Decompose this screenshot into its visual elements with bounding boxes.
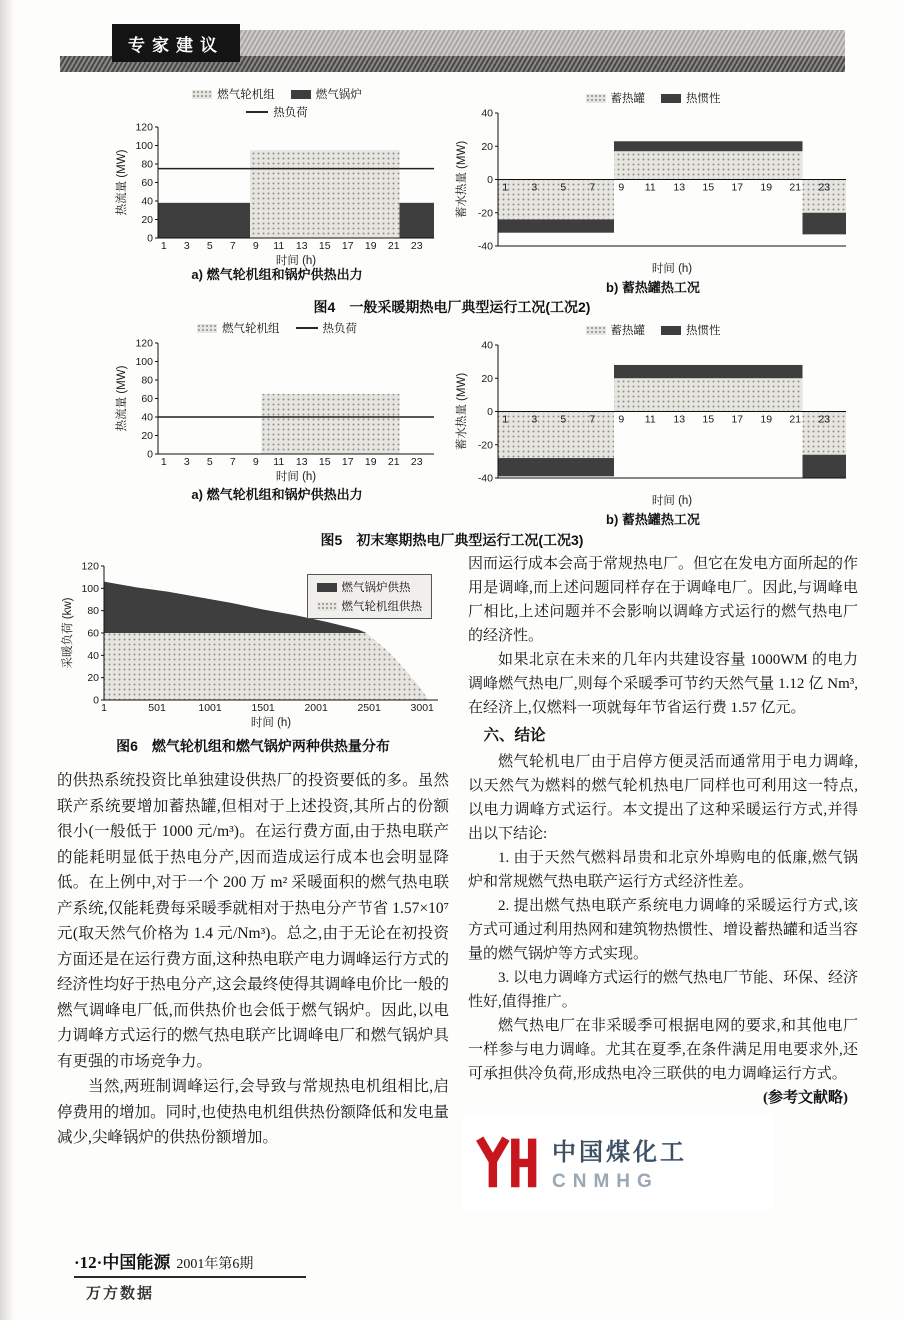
svg-text:40: 40: [481, 108, 493, 120]
journal-issue: 2001年第6期: [176, 1257, 254, 1272]
svg-text:5: 5: [560, 413, 567, 426]
svg-text:时间 (h): 时间 (h): [651, 495, 693, 507]
footer-rule: [74, 1276, 306, 1278]
paragraph: 因而运行成本会高于常规热电厂。但它在发电方面所起的作用是调峰,而上述问题同样存在于调峰电厂。因此,与调峰电厂相比,上述问题并不会影响以调峰方式运行的燃气热电厂的经济性。: [468, 556, 859, 644]
legend-item: [291, 86, 362, 102]
chart-legend: [452, 322, 854, 338]
figure-5a-subcaption: a) 燃气轮机组和锅炉供热出力: [191, 487, 363, 502]
svg-text:1: 1: [160, 240, 167, 252]
svg-text:3: 3: [531, 181, 538, 194]
svg-text:3001: 3001: [410, 702, 434, 714]
left-column-text: [57, 768, 449, 1151]
svg-text:7: 7: [589, 181, 596, 194]
legend-label: 热惯性: [686, 325, 721, 337]
legend-label: 热负荷: [273, 107, 308, 119]
figure-6-caption: 图6 燃气轮机组和燃气锅炉两种供热量分布: [116, 738, 390, 754]
figure-5-caption: 图5 初末寒期热电厂典型运行工况(工况3): [320, 532, 584, 548]
svg-text:23: 23: [410, 456, 423, 468]
svg-text:501: 501: [148, 702, 166, 714]
svg-text:20: 20: [481, 140, 493, 153]
legend-label: 蓄热罐: [610, 93, 645, 105]
dark-swatch: [661, 326, 681, 335]
svg-text:7: 7: [589, 413, 596, 426]
chart-legend: [112, 86, 442, 120]
dark-swatch: [291, 90, 311, 99]
legend-label: 燃气轮机组: [222, 323, 280, 335]
svg-text:9: 9: [252, 456, 259, 468]
watermark-text: [552, 1132, 687, 1193]
svg-text:3: 3: [531, 413, 538, 426]
dots-swatch: [317, 602, 337, 611]
svg-text:40: 40: [481, 340, 493, 352]
chart-legend: [112, 320, 442, 336]
svg-text:时间 (h): 时间 (h): [250, 717, 292, 729]
dark-swatch: [317, 583, 337, 592]
svg-text:60: 60: [87, 627, 99, 640]
page-number: ·12·: [74, 1253, 103, 1272]
dots-swatch: [586, 94, 606, 103]
svg-text:-40: -40: [477, 240, 493, 253]
svg-text:21: 21: [387, 456, 400, 468]
svg-text:7: 7: [229, 456, 236, 468]
svg-text:时间 (h): 时间 (h): [275, 255, 317, 267]
legend-label: 热负荷: [322, 323, 357, 335]
dots-swatch: [192, 90, 212, 99]
figure-5b-chart: [452, 322, 854, 508]
svg-text:1: 1: [502, 413, 509, 426]
svg-text:5: 5: [206, 240, 213, 252]
paragraph: 的供热系统投资比单独建设供热厂的投资要低的多。虽然联产系统要增加蓄热罐,但相对于上述投资,其所占的份额很小(一般低于 1000 元/m³)。在运行费方面,由于热电联产的能耗明显低于热电分产,因而造成运行成本也会明显降低。在上例中,对于一个 200 万 m² 采暖面积的燃气热电联产系统,仅能耗费每采暖季就相对于热电分产节省 1.57×10⁷ 元(取天然气价格为 1.4 元/Nm³)。总之,由于无论在初投资方面还是在运行费方面,这种热电联产电力调峰运行方式的经济性均好于热电分产,这会最终使得其调峰电价比一般的燃气调峰电厂低,而供热价也会低于燃气锅炉。因此,以电力调峰方式运行的燃气热电联产比调峰电厂和燃气锅炉具有更强的市场竞争力。: [57, 772, 449, 1070]
chart-canvas: [112, 122, 442, 268]
legend-label: 蓄热罐: [610, 325, 645, 337]
legend-item: [296, 320, 358, 336]
svg-text:120: 120: [81, 560, 99, 573]
svg-text:40: 40: [87, 649, 99, 662]
svg-text:0: 0: [147, 232, 153, 245]
chart-canvas: [452, 340, 854, 508]
figure-5a-chart: [112, 320, 442, 484]
legend-label: 燃气锅炉: [315, 89, 362, 101]
svg-text:17: 17: [731, 181, 744, 194]
legend-item: [586, 90, 646, 106]
svg-text:3: 3: [183, 456, 190, 468]
line-swatch: [296, 327, 318, 329]
right-column-text: [468, 552, 858, 1110]
dots-swatch: [197, 324, 217, 333]
svg-text:20: 20: [481, 372, 493, 385]
svg-text:9: 9: [618, 413, 625, 426]
journal-name: 中国能源: [102, 1253, 171, 1272]
figure-4b-chart: [452, 90, 854, 276]
svg-text:11: 11: [273, 240, 285, 252]
chart-canvas: [112, 338, 442, 484]
legend-item: [661, 322, 721, 338]
svg-text:40: 40: [141, 411, 153, 424]
svg-text:采暖负荷 (kw): 采暖负荷 (kw): [62, 597, 74, 669]
paragraph: 2. 提出燃气热电联产系统电力调峰的采暖运行方式,该方式可通过利用热网和建筑物热惯性、增设蓄热罐和适当容量的燃气锅炉等方式实现。: [468, 898, 859, 962]
svg-text:热流量 (MW): 热流量 (MW): [116, 365, 128, 432]
figure-6-chart: [58, 558, 448, 730]
section-heading: 六、结论: [483, 727, 546, 744]
legend-label: 燃气轮机组供热: [341, 601, 422, 613]
svg-text:23: 23: [818, 181, 831, 194]
svg-text:2501: 2501: [357, 702, 381, 714]
cnmhg-logo-icon: [472, 1133, 538, 1191]
paragraph: 燃气热电厂在非采暖季可根据电网的要求,和其他电厂一样参与电力调峰。尤其在夏季,在条件满足用电要求外,还可承担供冷负荷,形成热电冷三联供的电力调峰运行方式。: [468, 1018, 858, 1082]
svg-text:20: 20: [141, 214, 153, 226]
section-badge: 专家建议: [112, 24, 240, 62]
svg-text:17: 17: [341, 240, 354, 252]
svg-text:100: 100: [135, 140, 153, 152]
svg-text:1: 1: [160, 456, 167, 468]
dark-swatch: [661, 94, 681, 103]
paragraph: 3. 以电力调峰方式运行的燃气热电厂节能、环保、经济性好,值得推广。: [468, 970, 859, 1010]
svg-text:100: 100: [135, 356, 153, 368]
figure-5b-subcaption: b) 蓄热罐热工况: [606, 512, 700, 527]
figure-4a-subcaption: a) 燃气轮机组和锅炉供热出力: [191, 267, 363, 282]
svg-text:17: 17: [341, 456, 354, 468]
paragraph: 1. 由于天然气燃料昂贵和北京外埠购电的低廉,燃气锅炉和常规燃气热电联产运行方式经济性差。: [468, 850, 858, 890]
svg-text:0: 0: [147, 448, 153, 461]
chart-legend: [452, 90, 854, 106]
watermark-subtitle: CNMHG: [552, 1170, 659, 1192]
svg-text:11: 11: [644, 181, 656, 194]
svg-text:120: 120: [135, 122, 153, 134]
figure-4a-chart: [112, 86, 442, 268]
cnmhg-watermark: [462, 1114, 774, 1210]
legend-item: [317, 579, 411, 595]
svg-text:19: 19: [760, 413, 773, 426]
paragraph: 如果北京在未来的几年内共建设容量 1000WM 的电力调峰燃气热电厂,则每个采暖季可节约天然气量 1.12 亿 Nm³,在经济上,仅燃料一项就每年节省运行费 1.57 亿元。: [468, 652, 858, 716]
svg-text:0: 0: [487, 174, 493, 186]
figure-4b-subcaption: b) 蓄热罐热工况: [606, 280, 700, 295]
figure-4-caption: 图4 一般采暖期热电厂典型运行工况(工况2): [313, 299, 591, 315]
svg-text:80: 80: [141, 158, 153, 171]
svg-text:17: 17: [731, 413, 744, 426]
legend-item: [197, 320, 280, 336]
svg-text:2001: 2001: [304, 702, 328, 714]
legend-item: [586, 322, 646, 338]
legend-label: 燃气轮机组: [217, 89, 275, 101]
svg-text:19: 19: [760, 181, 773, 194]
svg-text:80: 80: [87, 605, 99, 618]
svg-text:40: 40: [141, 195, 153, 208]
svg-text:11: 11: [273, 456, 285, 468]
svg-text:13: 13: [673, 413, 686, 426]
svg-text:9: 9: [252, 240, 259, 252]
svg-text:19: 19: [364, 240, 377, 252]
svg-text:-40: -40: [477, 472, 493, 485]
chart-canvas: [452, 108, 854, 276]
svg-text:0: 0: [487, 406, 493, 418]
paragraph: 当然,两班制调峰运行,会导致与常规热电机组相比,启停费用的增加。同时,也使热电机组供热份额降低和发电量减少,尖峰锅炉的供热份额增加。: [57, 1078, 449, 1146]
svg-text:11: 11: [644, 413, 656, 426]
svg-text:13: 13: [295, 456, 308, 468]
watermark-title: 中国煤化工: [552, 1138, 687, 1166]
legend-item: [661, 90, 721, 106]
svg-text:蓄水热量 (MW): 蓄水热量 (MW): [456, 140, 468, 219]
svg-text:5: 5: [560, 181, 567, 194]
legend-label: 热惯性: [686, 93, 721, 105]
reference-note: (参考文献略): [763, 1090, 848, 1106]
legend-item: [246, 104, 308, 120]
svg-text:15: 15: [702, 181, 715, 194]
legend-label: 燃气锅炉供热: [341, 582, 411, 594]
svg-text:-20: -20: [477, 439, 493, 452]
svg-text:19: 19: [364, 456, 377, 468]
svg-text:时间 (h): 时间 (h): [275, 471, 317, 483]
svg-text:3: 3: [183, 240, 190, 252]
svg-text:21: 21: [789, 181, 802, 194]
svg-text:-20: -20: [477, 207, 493, 220]
svg-text:20: 20: [87, 672, 99, 685]
svg-text:60: 60: [141, 177, 153, 189]
svg-text:0: 0: [93, 694, 99, 707]
page-footer: [74, 1248, 253, 1273]
provider-label: 万方数据: [86, 1286, 155, 1302]
svg-text:21: 21: [387, 240, 400, 252]
legend-item: [317, 598, 423, 614]
svg-text:15: 15: [318, 456, 331, 468]
svg-text:100: 100: [81, 582, 99, 595]
svg-text:20: 20: [141, 430, 153, 442]
svg-text:80: 80: [141, 374, 153, 387]
svg-text:蓄水热量 (MW): 蓄水热量 (MW): [456, 372, 468, 451]
svg-text:120: 120: [135, 338, 153, 350]
svg-text:13: 13: [673, 181, 686, 194]
dots-swatch: [586, 326, 606, 335]
svg-text:21: 21: [789, 413, 802, 426]
svg-text:23: 23: [410, 240, 423, 252]
svg-text:15: 15: [318, 240, 331, 252]
chart-legend: [307, 574, 433, 619]
svg-text:1: 1: [502, 181, 509, 194]
svg-text:1001: 1001: [198, 702, 222, 714]
svg-text:9: 9: [618, 181, 625, 194]
svg-text:60: 60: [141, 393, 153, 405]
svg-text:7: 7: [229, 240, 236, 252]
paragraph: 燃气轮机电厂由于启停方便灵活而通常用于电力调峰,以天然气为燃料的燃气轮机热电厂同样也可利用这一特点,以电力调峰方式运行。本文提出了这种采暖运行方式,并得出以下结论:: [468, 754, 858, 842]
svg-text:热流量 (MW): 热流量 (MW): [116, 149, 128, 216]
svg-text:13: 13: [295, 240, 308, 252]
svg-text:1501: 1501: [251, 702, 275, 714]
svg-text:15: 15: [702, 413, 715, 426]
legend-item: [192, 86, 275, 102]
svg-text:1: 1: [101, 702, 107, 714]
svg-text:23: 23: [818, 413, 831, 426]
svg-text:时间 (h): 时间 (h): [651, 263, 693, 275]
svg-text:5: 5: [206, 456, 213, 468]
line-swatch: [246, 111, 268, 113]
